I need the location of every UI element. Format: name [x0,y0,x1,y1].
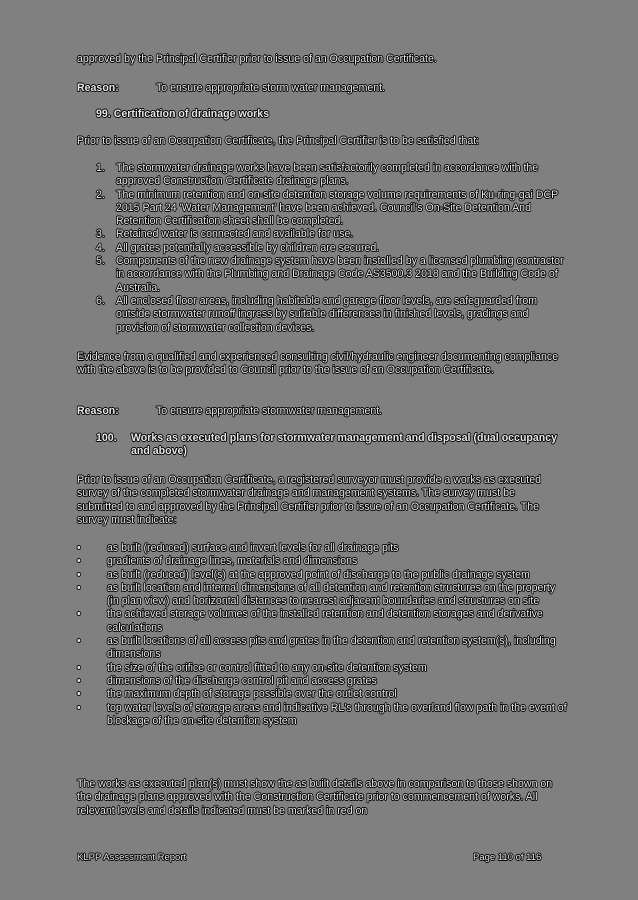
condition-number: 100. [96,432,117,444]
condition-number: 99. [96,108,111,120]
footer-page-number: Page 110 of 116 [473,852,542,863]
list-item: • as built locations of all access pits and grates in the detention and retention system(s), including dimensions [77,635,556,661]
condition-99-heading [96,108,269,121]
bullet-icon: • [77,674,81,687]
list-item: • gradients of drainage lines, materials and dimensions [77,555,358,568]
bullet-icon: • [77,555,81,568]
list-item: 5. Components of the new drainage system have been installed by a licensed plumbing contractor in accordance with the Plumbing and Drainage Code AS3500.3 2018 and the Building Code of Australia. [96,255,564,294]
condition-99-list [96,162,566,335]
list-item: • the achieved storage volumes of the installed retention and detention storages and derivative calculations [77,608,543,634]
bullet-icon: • [77,568,81,581]
condition-100-bullets [77,542,567,728]
condition-99-intro: Prior to issue of an Occupation Certificate, the Principal Certifier is to be satisfied that: [77,135,480,147]
list-item: • the maximum depth of storage possible over the outlet control [77,688,397,701]
reason-block-1 [77,82,563,95]
footer-report-title: KLPP Assessment Report [77,852,187,863]
list-item: • as built (reduced) level(s) at the approved point of discharge to the public drainage system [77,568,530,581]
list-item: • as built (reduced) surface and invert levels for all drainage pits [77,542,399,554]
condition-100-heading [96,432,566,459]
list-item: • the size of the orifice or control fitted to any on-site detention system [77,661,427,674]
condition-99-evidence: Evidence from a qualified and experienced consulting civil/hydraulic engineer documenting compliance with the above is to be provided to Council prior to the issue of an Occupation Certificate. [77,351,559,377]
bullet-icon: • [77,542,81,554]
list-item: • dimensions of the discharge control pit and access grates [77,674,377,687]
bullet-icon: • [77,581,81,594]
reason-label: Reason: [77,82,119,94]
reason-block-2 [77,405,563,418]
condition-title: Works as executed plans for stormwater management and disposal (dual occupancy and above) [131,432,558,458]
bullet-icon: • [77,701,81,714]
condition-100-intro: Prior to issue of an Occupation Certificate, a registered surveyor must provide a works as executed survey of the completed stormwater drainage and management systems. The survey must be submitted to and approved by the Principal Certifier prior to issue of an Occupation Certificate. The survey must indicate: [77,474,541,526]
list-item: 6. All enclosed floor areas, including habitable and garage floor levels, are safeguarded from outside stormwater runoff ingress by suitable differences in finished levels, gradings and provision of stormwater collection devices. [96,294,538,334]
bullet-icon: • [77,661,81,674]
list-item: 2. The minimum retention and on-site detention storage volume requirements of Ku-ring-gai DCP 2015 Part 24 'Water Management' have been achieved. Council's On-Site Detention And Retention Certification sheet shall be completed. [96,188,559,228]
condition-title: Certification of drainage works [113,108,270,120]
list-item: • as built location and internal dimensions of all detention and retention structures on the property (in plan view) and horizontal distances to nearest adjacent boundaries and structures on site [77,581,556,608]
reason-text: To ensure appropriate stormwater management. [156,405,383,417]
reason-label: Reason: [77,405,119,417]
list-item: 3. Retained water is connected and available for use. [96,228,354,241]
condition-100-closing: The works as executed plan(s) must show the as built details above in comparison to those shown on the drainage plans approved with the Construction Certificate prior to commencement of works. All relevant levels and details indicated must be marked in red on [77,778,553,817]
list-item: 4. All grates potentially accessible by children are secured. [96,241,380,254]
list-item: 1. The stormwater drainage works have been satisfactorily completed in accordance with the approved Construction Certificate drainage plans. [96,162,539,188]
continuation-text: approved by the Principal Certifier prior to issue of an Occupation Certificate. [77,53,437,65]
bullet-icon: • [77,635,81,648]
bullet-icon: • [77,688,81,701]
list-item: • top water levels of storage areas and indicative RL's through the overland flow path in the event of blockage of the on-site detention system [77,701,567,727]
bullet-icon: • [77,608,81,621]
reason-text: To ensure appropriate storm water management. [156,82,386,94]
